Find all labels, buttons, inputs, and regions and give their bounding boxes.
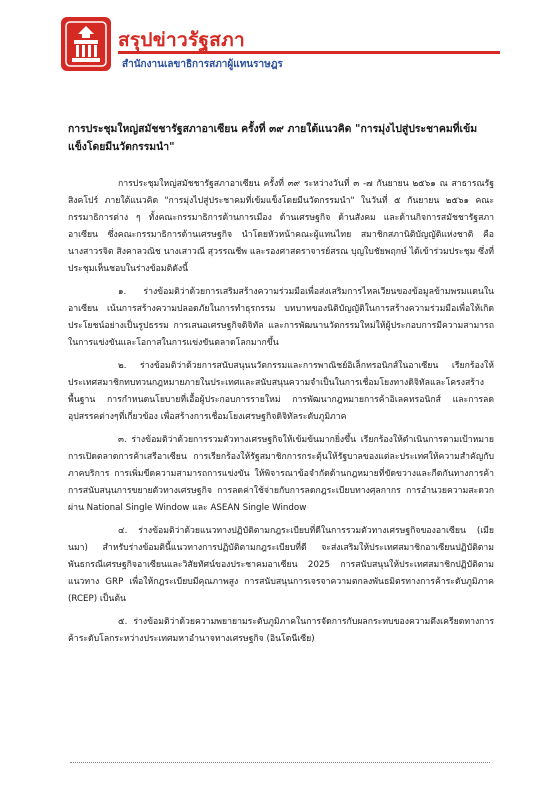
resolution-2: ๒. ร่างข้อมติว่าด้วยการสนับสนุนนวัตกรรมและการพาณิชย์อิเล็กทรอนิกส์ในอาเซียน เรียกร้องให้ประเทศสมาชิกทบทวนกฎหมายภายในประเทศและสนับสนุนความจำเป็นในการเชื่อมโยงทางดิจิทัลและโครงสร้างพื้นฐาน การกำหนดนโยบายที่เอื้อผู้ประกอบการรายใหม่ การพัฒนากฎหมายการค้าอิเลคทรอนิกส์ และการลดอุปสรรคต่างๆที่เกี่ยวข้อง เพื่อสร้างการเชื่อมโยงเศรษฐกิจดิจิทัลระดับภูมิภาค [68, 361, 494, 422]
resolution-1: ๑. ร่างข้อมติว่าด้วยการเสริมสร้างความร่วมมือเพื่อส่งเสริมการไหลเวียนของข้อมูลข้ามพรมแดนในอาเซียน เน้นการสร้างความปลอดภัยในการทำธุรกรรม บทบาทของนิติบัญญัติในการสร้างความร่วมมือเพื่อให้เกิดประโยชน์อย่างเป็นรูปธรรม การเสนอเศรษฐกิจดิจิทัล และการพัฒนานวัตกรรมใหม่ให้ผู้ประกอบการมีความสามารถในการแข่งขันและโอกาสในการแข่งขันตลาดโลกมากขึ้น [68, 287, 494, 348]
footer-divider [70, 762, 490, 763]
header-title: สรุปข่าวรัฐสภา [118, 29, 245, 51]
parliament-emblem-icon [60, 16, 112, 72]
resolution-3: ๓. ร่างข้อมติว่าด้วยการรวมตัวทางเศรษฐกิจให้เข้มข้นมากยิ่งขึ้น เรียกร้องให้ดำเนินการตามเป้าหมายการเปิดตลาดการค้าเสรีอาเซียน การเรียกร้องให้รัฐสมาชิกการกระตุ้นให้รัฐบาลของแต่ละประเทศให้ความสำคัญกับภาคบริการ การเพิ่มขีดความสามารถการแข่งขัน ให้พิจารณาข้อจำกัดด้านกฎหมายที่ขัดขวางและกีดกันทางการค้า การสนับสนุนการขยายตัวทางเศรษฐกิจ การลดค่าใช้จ่ายกับการลดกฎระเบียบทางศุลกากร การอำนวยความสะดวกผ่าน National Single Window และ ASEAN Single Window [68, 435, 494, 513]
header [60, 16, 500, 76]
header-divider [118, 51, 500, 54]
intro-paragraph: การประชุมใหญ่สมัชชารัฐสภาอาเซียน ครั้งที่ ๓๙ ระหว่างวันที่ ๓ -๗ กันยายน ๒๕๖๑ ณ สาธารณรัฐสิงคโปร์ ภายใต้แนวคิด "การมุ่งไปสู่ประชาคมที่เข้มแข็งโดยมีนวัตกรรมนำ" ในวันที่ ๕ กันยายน ๒๕๖๑ คณะกรรมาธิการต่าง ๆ ทั้งคณะกรรมาธิการด้านการเมือง ด้านเศรษฐกิจ ด้านสังคม และด้านกิจการสมัชชารัฐสภาอาเซียน ซึ่งคณะกรรมาธิการด้านเศรษฐกิจ นำโดยหัวหน้าคณะผู้แทนไทย สมาชิกสภานิติบัญญัติแห่งชาติ คือ นางสาวรจิต สิงคาลวณิช นางเสาวณี สุวรรณชีพ และรองศาสตราจารย์สรณ บุญใบชัยพฤกษ์ ได้เข้าร่วมประชุม ซึ่งที่ประชุมเห็นชอบในร่างข้อมติดังนี้ [68, 179, 494, 274]
resolution-5: ๕. ร่างข้อมติว่าด้วยความพยายามระดับภูมิภาคในการจัดการกับผลกระทบของความตึงเครียดทางการค้าระดับโลกระหว่างประเทศมหาอำนาจทางเศรษฐกิจ (อินโดนีเซีย) [68, 617, 494, 644]
document-title: การประชุมใหญ่สมัชชารัฐสภาอาเซียน ครั้งที่ ๓๙ ภายใต้แนวคิด "การมุ่งไปสู่ประชาคมที่เข้มแข็งโดยมีนวัตกรรมนำ" [68, 123, 478, 153]
document-body [68, 176, 494, 654]
header-subtitle: สำนักงานเลขาธิการสภาผู้แทนราษฎร [122, 59, 283, 70]
resolution-4: ๔. ร่างข้อมติว่าด้วยแนวทางปฏิบัติตามกฎระเบียบที่ดีในการรวมตัวทางเศรษฐกิจของอาเซียน (เมียนมา) สำหรับร่างข้อมตินี้แนวทางการปฏิบัติตามกฎระเบียบที่ดี จะส่งเสริมให้ประเทศสมาชิกอาเซียนปฏิบัติตามพันธกรณีเศรษฐกิจอาเซียนและวิสัยทัศน์ของประชาคมอาเซียน 2025 การสนับสนุนให้ประเทศสมาชิกปฏิบัติตามแนวทาง GRP เพื่อให้กฎระเบียบมีคุณภาพสูง การสนับสนุนการเจรจาความตกลงพันธมิตรทางการค้าระดับภูมิภาค (RCEP) เป็นต้น [68, 526, 494, 604]
